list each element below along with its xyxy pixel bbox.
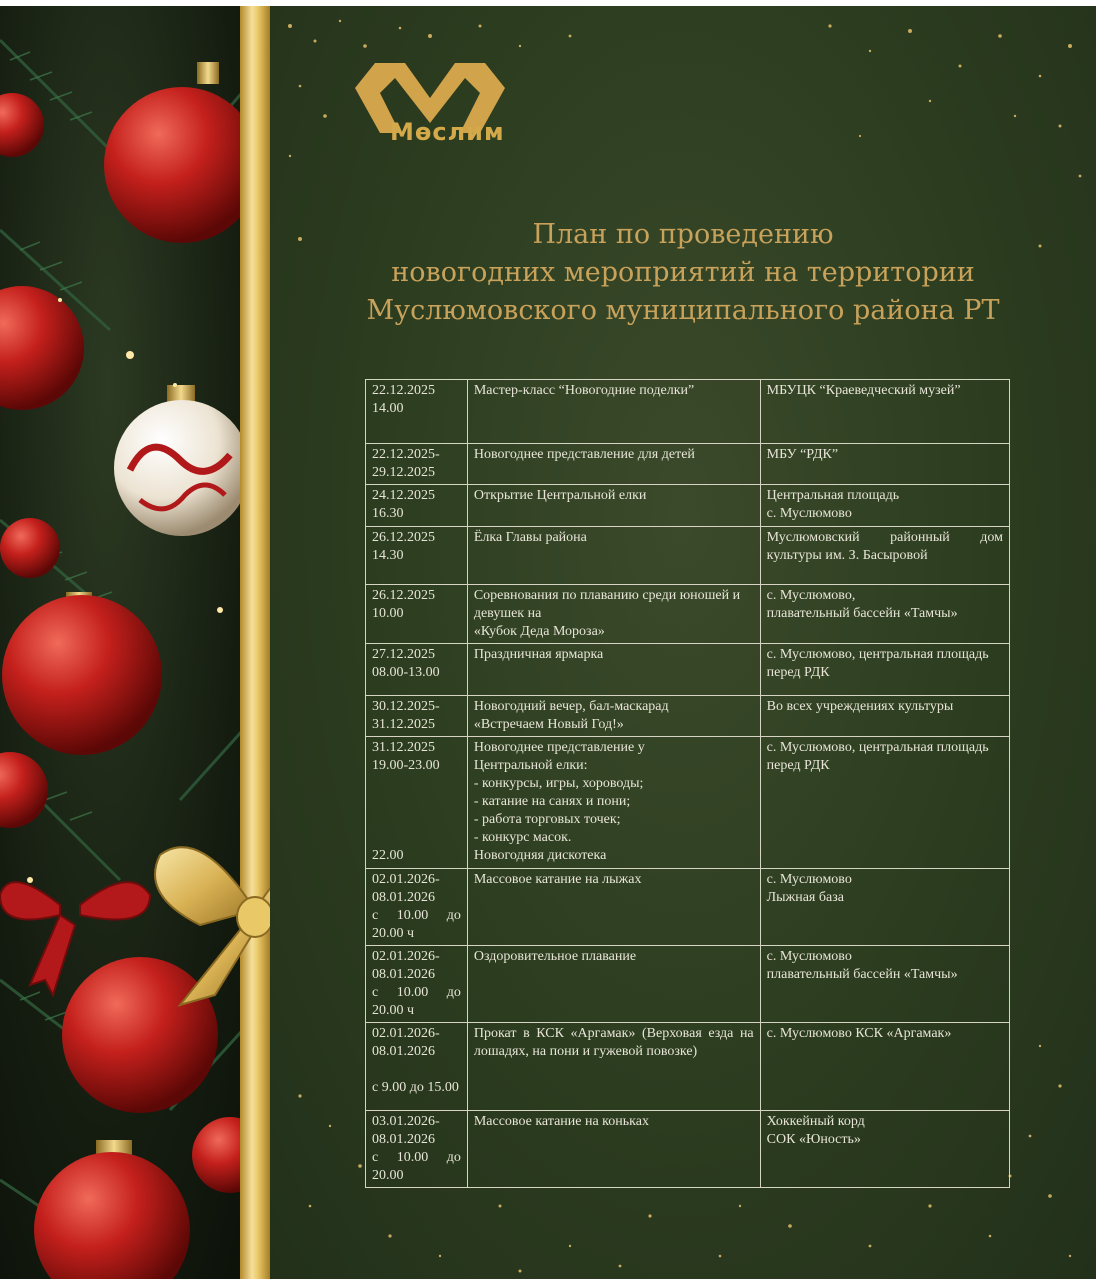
event-cell: Новогоднее представление для детей xyxy=(467,444,760,485)
date-cell: 22.12.2025 14.00 xyxy=(366,380,468,444)
event-cell: Новогодний вечер, бал-маскарад «Встречаем Новый Год!» xyxy=(467,696,760,737)
event-cell: Открытие Центральной елки xyxy=(467,485,760,527)
date-cell: 31.12.2025 19.00-23.00 22.00 xyxy=(366,737,468,869)
date-cell: 26.12.2025 14.30 xyxy=(366,527,468,585)
date-cell: 02.01.2026- 08.01.2026 с 10.00 до 20.00 ч xyxy=(366,946,468,1023)
top-border xyxy=(0,0,1096,6)
table-row xyxy=(366,585,1010,644)
place-cell: Муслюмовский районный дом культуры им. З. Басыровой xyxy=(760,527,1009,585)
event-cell: Прокат в КСК «Аргамак» (Верховая езда на лошадях, на пони и гужевой повозке) xyxy=(467,1023,760,1111)
table-row xyxy=(366,696,1010,737)
date-cell: 30.12.2025- 31.12.2025 xyxy=(366,696,468,737)
schedule-table xyxy=(365,379,1010,1188)
ornaments-illustration xyxy=(0,0,270,1279)
date-cell: 02.01.2026- 08.01.2026 с 10.00 до 20.00 ч xyxy=(366,869,468,946)
date-cell: 03.01.2026- 08.01.2026 с 10.00 до 20.00 xyxy=(366,1111,468,1188)
place-cell: Во всех учреждениях культуры xyxy=(760,696,1009,737)
table-row xyxy=(366,869,1010,946)
christmas-decoration xyxy=(0,0,270,1279)
table-row xyxy=(366,444,1010,485)
event-cell: Мастер-класс “Новогодние поделки” xyxy=(467,380,760,444)
date-cell: 24.12.2025 16.30 xyxy=(366,485,468,527)
logo-text: Мөслим xyxy=(390,118,505,146)
table-row xyxy=(366,485,1010,527)
place-cell: с. Муслюмово Лыжная база xyxy=(760,869,1009,946)
date-cell: 27.12.2025 08.00-13.00 xyxy=(366,644,468,696)
title-line-2: новогодних мероприятий на территории xyxy=(391,257,975,288)
place-cell: с. Муслюмово, плавательный бассейн «Тамчы» xyxy=(760,585,1009,644)
event-cell: Массовое катание на лыжах xyxy=(467,869,760,946)
place-cell: с. Муслюмово плавательный бассейн «Тамчы» xyxy=(760,946,1009,1023)
event-cell: Ёлка Главы района xyxy=(467,527,760,585)
date-cell: 22.12.2025- 29.12.2025 xyxy=(366,444,468,485)
place-cell: с. Муслюмово КСК «Аргамак» xyxy=(760,1023,1009,1111)
table-row xyxy=(366,1111,1010,1188)
table-row xyxy=(366,380,1010,444)
gold-ribbon xyxy=(240,0,270,1279)
page-title xyxy=(270,216,1096,330)
table-row xyxy=(366,644,1010,696)
event-cell: Оздоровительное плавание xyxy=(467,946,760,1023)
table-row xyxy=(366,946,1010,1023)
title-line-1: План по проведению xyxy=(532,219,834,250)
place-cell: МБУЦК “Краеведческий музей” xyxy=(760,380,1009,444)
event-cell: Новогоднее представление у Центральной елки: - конкурсы, игры, хороводы; - катание на санях и пони; - работа торговых точек; - конкурс масок. Новогодняя дискотека xyxy=(467,737,760,869)
table-row xyxy=(366,737,1010,869)
table-row xyxy=(366,527,1010,585)
date-cell: 02.01.2026- 08.01.2026 с 9.00 до 15.00 xyxy=(366,1023,468,1111)
event-cell: Праздничная ярмарка xyxy=(467,644,760,696)
place-cell: Центральная площадь с. Муслюмово xyxy=(760,485,1009,527)
event-cell: Массовое катание на коньках xyxy=(467,1111,760,1188)
title-line-3: Муслюмовского муниципального района РТ xyxy=(366,295,1000,326)
date-cell: 26.12.2025 10.00 xyxy=(366,585,468,644)
event-cell: Соревнования по плаванию среди юношей и девушек на «Кубок Деда Мороза» xyxy=(467,585,760,644)
table-row xyxy=(366,1023,1010,1111)
place-cell: с. Муслюмово, центральная площадь перед РДК xyxy=(760,644,1009,696)
place-cell: МБУ “РДК” xyxy=(760,444,1009,485)
content-panel xyxy=(270,6,1096,1279)
place-cell: с. Муслюмово, центральная площадь перед РДК xyxy=(760,737,1009,869)
place-cell: Хоккейный корд СОК «Юность» xyxy=(760,1111,1009,1188)
